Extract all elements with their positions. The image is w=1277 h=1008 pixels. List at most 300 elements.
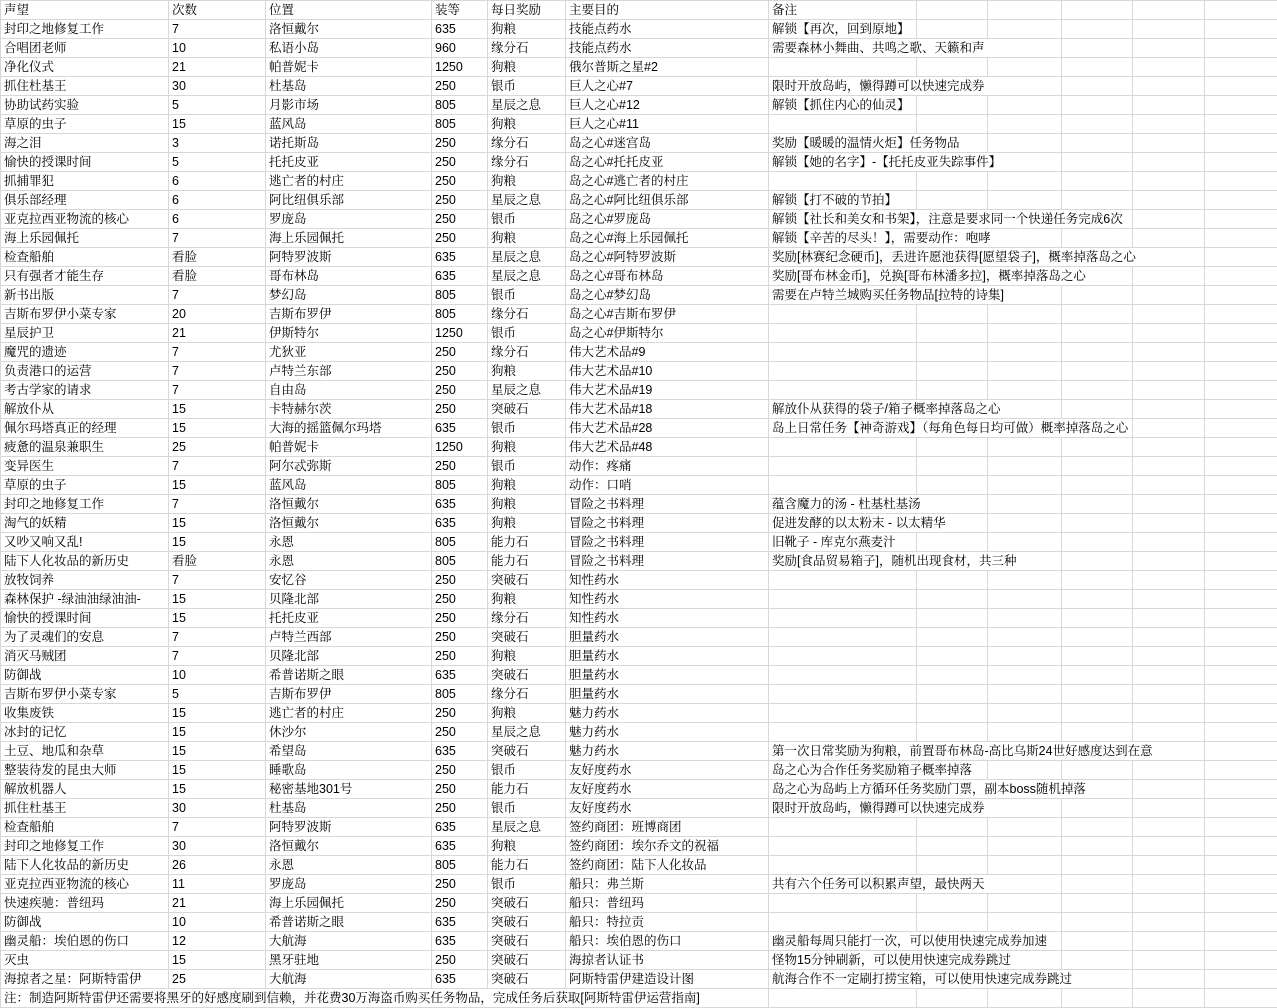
cell[interactable] — [169, 419, 266, 438]
empty-cell[interactable] — [1205, 723, 1277, 742]
empty-cell[interactable] — [1062, 590, 1133, 609]
cell[interactable] — [1, 96, 169, 115]
cell[interactable] — [769, 476, 917, 495]
cell[interactable] — [566, 704, 769, 723]
cell[interactable] — [769, 343, 917, 362]
cell[interactable] — [266, 647, 432, 666]
cell[interactable] — [488, 210, 566, 229]
cell[interactable] — [266, 419, 432, 438]
cell[interactable] — [432, 533, 488, 552]
cell[interactable] — [1, 172, 169, 191]
cell[interactable] — [266, 913, 432, 932]
cell[interactable] — [432, 704, 488, 723]
empty-cell[interactable] — [988, 362, 1062, 381]
empty-cell[interactable] — [1205, 590, 1277, 609]
cell[interactable] — [432, 438, 488, 457]
empty-cell[interactable] — [1062, 381, 1133, 400]
cell[interactable] — [1, 248, 169, 267]
empty-cell[interactable] — [917, 989, 988, 1008]
cell[interactable] — [488, 932, 566, 951]
empty-cell[interactable] — [1133, 761, 1205, 780]
cell[interactable] — [266, 875, 432, 894]
cell[interactable] — [432, 761, 488, 780]
cell[interactable] — [769, 362, 917, 381]
cell[interactable] — [266, 932, 432, 951]
empty-cell[interactable] — [917, 324, 988, 343]
cell[interactable] — [566, 343, 769, 362]
cell[interactable] — [566, 514, 769, 533]
empty-cell[interactable] — [988, 134, 1062, 153]
cell[interactable] — [266, 894, 432, 913]
empty-cell[interactable] — [988, 39, 1062, 58]
cell[interactable] — [488, 286, 566, 305]
cell[interactable] — [1, 970, 169, 989]
cell[interactable] — [1, 457, 169, 476]
cell[interactable] — [488, 780, 566, 799]
empty-cell[interactable] — [988, 761, 1062, 780]
empty-cell[interactable] — [1205, 685, 1277, 704]
column-header[interactable] — [769, 1, 917, 20]
cell[interactable] — [1, 856, 169, 875]
column-header[interactable] — [266, 1, 432, 20]
empty-cell[interactable] — [1205, 970, 1277, 989]
empty-cell[interactable] — [988, 913, 1062, 932]
cell[interactable] — [566, 305, 769, 324]
cell[interactable] — [1, 742, 169, 761]
cell[interactable] — [1, 514, 169, 533]
empty-cell[interactable] — [988, 324, 1062, 343]
cell[interactable] — [566, 685, 769, 704]
cell[interactable] — [266, 856, 432, 875]
empty-cell[interactable] — [1062, 77, 1133, 96]
cell[interactable] — [266, 761, 432, 780]
empty-cell[interactable] — [1205, 818, 1277, 837]
cell[interactable] — [432, 666, 488, 685]
empty-cell[interactable] — [988, 514, 1062, 533]
cell[interactable] — [566, 894, 769, 913]
empty-cell[interactable] — [1062, 286, 1133, 305]
cell[interactable] — [432, 248, 488, 267]
cell[interactable] — [432, 457, 488, 476]
empty-cell[interactable] — [1205, 894, 1277, 913]
cell[interactable] — [769, 172, 917, 191]
empty-cell[interactable] — [917, 495, 988, 514]
cell[interactable] — [769, 590, 917, 609]
cell[interactable] — [169, 39, 266, 58]
empty-cell[interactable] — [988, 704, 1062, 723]
cell[interactable] — [1, 723, 169, 742]
empty-cell[interactable] — [988, 590, 1062, 609]
cell[interactable] — [266, 39, 432, 58]
empty-cell[interactable] — [1205, 533, 1277, 552]
cell[interactable] — [488, 742, 566, 761]
empty-cell[interactable] — [917, 818, 988, 837]
cell[interactable] — [769, 704, 917, 723]
cell[interactable] — [566, 400, 769, 419]
cell[interactable] — [432, 20, 488, 39]
cell[interactable] — [432, 324, 488, 343]
cell[interactable] — [266, 780, 432, 799]
cell[interactable] — [266, 58, 432, 77]
cell[interactable] — [432, 172, 488, 191]
cell[interactable] — [432, 343, 488, 362]
cell[interactable] — [488, 400, 566, 419]
cell[interactable] — [488, 77, 566, 96]
cell[interactable] — [432, 381, 488, 400]
cell[interactable] — [769, 932, 1048, 951]
empty-cell[interactable] — [1205, 115, 1277, 134]
empty-cell[interactable] — [1205, 571, 1277, 590]
cell[interactable] — [769, 894, 917, 913]
cell[interactable] — [1, 77, 169, 96]
cell[interactable] — [169, 666, 266, 685]
empty-header-cell[interactable] — [917, 1, 988, 20]
empty-cell[interactable] — [917, 913, 988, 932]
cell[interactable] — [566, 780, 769, 799]
empty-cell[interactable] — [1062, 913, 1133, 932]
empty-cell[interactable] — [1062, 647, 1133, 666]
cell[interactable] — [432, 286, 488, 305]
empty-cell[interactable] — [1205, 742, 1277, 761]
cell[interactable] — [488, 552, 566, 571]
cell[interactable] — [266, 666, 432, 685]
cell[interactable] — [566, 761, 769, 780]
empty-cell[interactable] — [1133, 590, 1205, 609]
cell[interactable] — [566, 875, 769, 894]
cell[interactable] — [169, 571, 266, 590]
empty-cell[interactable] — [988, 837, 1062, 856]
cell[interactable] — [1, 400, 169, 419]
cell[interactable] — [1, 780, 169, 799]
cell[interactable] — [488, 381, 566, 400]
cell[interactable] — [1, 932, 169, 951]
cell[interactable] — [1, 799, 169, 818]
empty-cell[interactable] — [1133, 248, 1205, 267]
cell[interactable] — [488, 647, 566, 666]
empty-cell[interactable] — [1133, 438, 1205, 457]
empty-cell[interactable] — [1205, 628, 1277, 647]
cell[interactable] — [1, 324, 169, 343]
cell[interactable] — [769, 210, 1123, 229]
empty-cell[interactable] — [1133, 115, 1205, 134]
empty-cell[interactable] — [988, 571, 1062, 590]
cell[interactable] — [169, 647, 266, 666]
empty-cell[interactable] — [1062, 476, 1133, 495]
cell[interactable] — [432, 590, 488, 609]
cell[interactable] — [432, 799, 488, 818]
empty-cell[interactable] — [1062, 951, 1133, 970]
empty-cell[interactable] — [1133, 343, 1205, 362]
cell[interactable] — [266, 799, 432, 818]
cell[interactable] — [266, 685, 432, 704]
cell[interactable] — [488, 894, 566, 913]
cell[interactable] — [488, 134, 566, 153]
cell[interactable] — [1, 495, 169, 514]
cell[interactable] — [169, 951, 266, 970]
empty-cell[interactable] — [1205, 780, 1277, 799]
empty-cell[interactable] — [1133, 305, 1205, 324]
empty-cell[interactable] — [1133, 970, 1205, 989]
empty-cell[interactable] — [1133, 210, 1205, 229]
cell[interactable] — [266, 77, 432, 96]
empty-cell[interactable] — [988, 818, 1062, 837]
empty-cell[interactable] — [1133, 913, 1205, 932]
cell[interactable] — [169, 172, 266, 191]
empty-cell[interactable] — [1062, 305, 1133, 324]
cell[interactable] — [769, 951, 1011, 970]
empty-cell[interactable] — [1062, 571, 1133, 590]
empty-cell[interactable] — [988, 609, 1062, 628]
cell[interactable] — [769, 77, 985, 96]
empty-cell[interactable] — [917, 723, 988, 742]
cell[interactable] — [566, 248, 769, 267]
cell[interactable] — [432, 191, 488, 210]
cell[interactable] — [488, 343, 566, 362]
empty-cell[interactable] — [917, 590, 988, 609]
cell[interactable] — [488, 799, 566, 818]
cell[interactable] — [169, 609, 266, 628]
cell[interactable] — [488, 172, 566, 191]
cell[interactable] — [769, 970, 1073, 989]
cell[interactable] — [1, 666, 169, 685]
cell[interactable] — [566, 818, 769, 837]
cell[interactable] — [1, 267, 169, 286]
empty-cell[interactable] — [917, 172, 988, 191]
cell[interactable] — [566, 970, 769, 989]
cell[interactable] — [1, 837, 169, 856]
empty-cell[interactable] — [988, 172, 1062, 191]
cell[interactable] — [488, 20, 566, 39]
empty-cell[interactable] — [1133, 552, 1205, 571]
cell[interactable] — [266, 96, 432, 115]
cell[interactable] — [566, 438, 769, 457]
empty-cell[interactable] — [1062, 153, 1133, 172]
cell[interactable] — [769, 115, 917, 134]
cell[interactable] — [432, 134, 488, 153]
cell[interactable] — [432, 419, 488, 438]
empty-cell[interactable] — [1062, 514, 1133, 533]
empty-cell[interactable] — [1133, 39, 1205, 58]
cell[interactable] — [769, 514, 946, 533]
cell[interactable] — [432, 913, 488, 932]
empty-cell[interactable] — [1062, 837, 1133, 856]
cell[interactable] — [266, 970, 432, 989]
cell[interactable] — [566, 134, 769, 153]
cell[interactable] — [566, 799, 769, 818]
cell[interactable] — [769, 381, 917, 400]
cell[interactable] — [566, 742, 769, 761]
cell[interactable] — [169, 742, 266, 761]
empty-cell[interactable] — [1062, 666, 1133, 685]
empty-cell[interactable] — [1205, 837, 1277, 856]
empty-cell[interactable] — [1062, 932, 1133, 951]
cell[interactable] — [488, 704, 566, 723]
empty-cell[interactable] — [1205, 191, 1277, 210]
cell[interactable] — [432, 39, 488, 58]
empty-cell[interactable] — [1133, 191, 1205, 210]
empty-cell[interactable] — [1205, 77, 1277, 96]
cell[interactable] — [266, 571, 432, 590]
empty-cell[interactable] — [1133, 381, 1205, 400]
cell[interactable] — [266, 514, 432, 533]
empty-cell[interactable] — [1062, 20, 1133, 39]
empty-cell[interactable] — [1205, 799, 1277, 818]
empty-cell[interactable] — [917, 115, 988, 134]
cell[interactable] — [566, 115, 769, 134]
cell[interactable] — [169, 77, 266, 96]
cell[interactable] — [432, 514, 488, 533]
empty-cell[interactable] — [917, 96, 988, 115]
cell[interactable] — [1, 685, 169, 704]
cell[interactable] — [1, 894, 169, 913]
empty-cell[interactable] — [1133, 77, 1205, 96]
cell[interactable] — [488, 761, 566, 780]
cell[interactable] — [266, 457, 432, 476]
empty-cell[interactable] — [988, 115, 1062, 134]
cell[interactable] — [1, 590, 169, 609]
empty-cell[interactable] — [988, 875, 1062, 894]
empty-cell[interactable] — [1062, 400, 1133, 419]
cell[interactable] — [169, 780, 266, 799]
cell[interactable] — [488, 970, 566, 989]
empty-cell[interactable] — [917, 685, 988, 704]
cell[interactable] — [1, 305, 169, 324]
empty-cell[interactable] — [1133, 324, 1205, 343]
empty-cell[interactable] — [1062, 96, 1133, 115]
empty-cell[interactable] — [1133, 495, 1205, 514]
empty-cell[interactable] — [1205, 856, 1277, 875]
cell[interactable] — [566, 590, 769, 609]
cell[interactable] — [432, 894, 488, 913]
empty-cell[interactable] — [988, 989, 1062, 1008]
cell[interactable] — [566, 229, 769, 248]
empty-cell[interactable] — [1133, 286, 1205, 305]
cell[interactable] — [1, 343, 169, 362]
cell[interactable] — [769, 913, 917, 932]
cell[interactable] — [266, 438, 432, 457]
empty-cell[interactable] — [1205, 229, 1277, 248]
cell[interactable] — [1, 134, 169, 153]
cell[interactable] — [488, 324, 566, 343]
cell[interactable] — [566, 723, 769, 742]
cell[interactable] — [266, 210, 432, 229]
cell[interactable] — [432, 571, 488, 590]
empty-cell[interactable] — [1205, 96, 1277, 115]
cell[interactable] — [169, 286, 266, 305]
cell[interactable] — [266, 495, 432, 514]
empty-cell[interactable] — [1205, 305, 1277, 324]
empty-cell[interactable] — [988, 685, 1062, 704]
cell[interactable] — [488, 533, 566, 552]
cell[interactable] — [1, 438, 169, 457]
cell[interactable] — [488, 438, 566, 457]
cell[interactable] — [566, 647, 769, 666]
empty-cell[interactable] — [1205, 20, 1277, 39]
empty-cell[interactable] — [1133, 514, 1205, 533]
empty-cell[interactable] — [1062, 552, 1133, 571]
empty-header-cell[interactable] — [1062, 1, 1133, 20]
empty-cell[interactable] — [917, 704, 988, 723]
cell[interactable] — [432, 153, 488, 172]
cell[interactable] — [1, 229, 169, 248]
cell[interactable] — [169, 476, 266, 495]
cell[interactable] — [169, 438, 266, 457]
cell[interactable] — [488, 495, 566, 514]
cell[interactable] — [1, 58, 169, 77]
cell[interactable] — [488, 666, 566, 685]
cell[interactable] — [566, 39, 769, 58]
empty-cell[interactable] — [1062, 362, 1133, 381]
cell[interactable] — [566, 856, 769, 875]
cell[interactable] — [488, 723, 566, 742]
cell[interactable] — [566, 153, 769, 172]
cell[interactable] — [566, 191, 769, 210]
empty-cell[interactable] — [1205, 39, 1277, 58]
cell[interactable] — [769, 723, 917, 742]
empty-cell[interactable] — [917, 305, 988, 324]
empty-cell[interactable] — [1062, 989, 1133, 1008]
cell[interactable] — [1, 951, 169, 970]
cell[interactable] — [566, 20, 769, 39]
empty-cell[interactable] — [1133, 400, 1205, 419]
cell[interactable] — [566, 913, 769, 932]
footnote-cell[interactable] — [1, 989, 700, 1008]
cell[interactable] — [1, 609, 169, 628]
empty-cell[interactable] — [1062, 723, 1133, 742]
empty-cell[interactable] — [1133, 229, 1205, 248]
empty-cell[interactable] — [1205, 248, 1277, 267]
empty-cell[interactable] — [1062, 172, 1133, 191]
cell[interactable] — [432, 818, 488, 837]
cell[interactable] — [769, 286, 1004, 305]
empty-cell[interactable] — [1133, 951, 1205, 970]
cell[interactable] — [566, 286, 769, 305]
cell[interactable] — [432, 647, 488, 666]
cell[interactable] — [432, 362, 488, 381]
cell[interactable] — [1, 913, 169, 932]
cell[interactable] — [769, 875, 985, 894]
cell[interactable] — [169, 723, 266, 742]
empty-cell[interactable] — [1133, 818, 1205, 837]
cell[interactable] — [432, 400, 488, 419]
cell[interactable] — [566, 419, 769, 438]
cell[interactable] — [266, 20, 432, 39]
empty-cell[interactable] — [1062, 229, 1133, 248]
cell[interactable] — [488, 514, 566, 533]
cell[interactable] — [1, 571, 169, 590]
empty-cell[interactable] — [1062, 438, 1133, 457]
empty-cell[interactable] — [1062, 894, 1133, 913]
cell[interactable] — [769, 628, 917, 647]
empty-cell[interactable] — [1205, 343, 1277, 362]
empty-cell[interactable] — [1205, 58, 1277, 77]
cell[interactable] — [769, 742, 1153, 761]
cell[interactable] — [266, 533, 432, 552]
cell[interactable] — [169, 514, 266, 533]
cell[interactable] — [488, 875, 566, 894]
cell[interactable] — [266, 134, 432, 153]
empty-cell[interactable] — [1062, 818, 1133, 837]
empty-cell[interactable] — [988, 666, 1062, 685]
cell[interactable] — [566, 932, 769, 951]
cell[interactable] — [266, 343, 432, 362]
empty-cell[interactable] — [988, 894, 1062, 913]
empty-cell[interactable] — [1062, 39, 1133, 58]
empty-cell[interactable] — [1205, 438, 1277, 457]
cell[interactable] — [769, 96, 917, 115]
cell[interactable] — [432, 875, 488, 894]
empty-cell[interactable] — [988, 20, 1062, 39]
